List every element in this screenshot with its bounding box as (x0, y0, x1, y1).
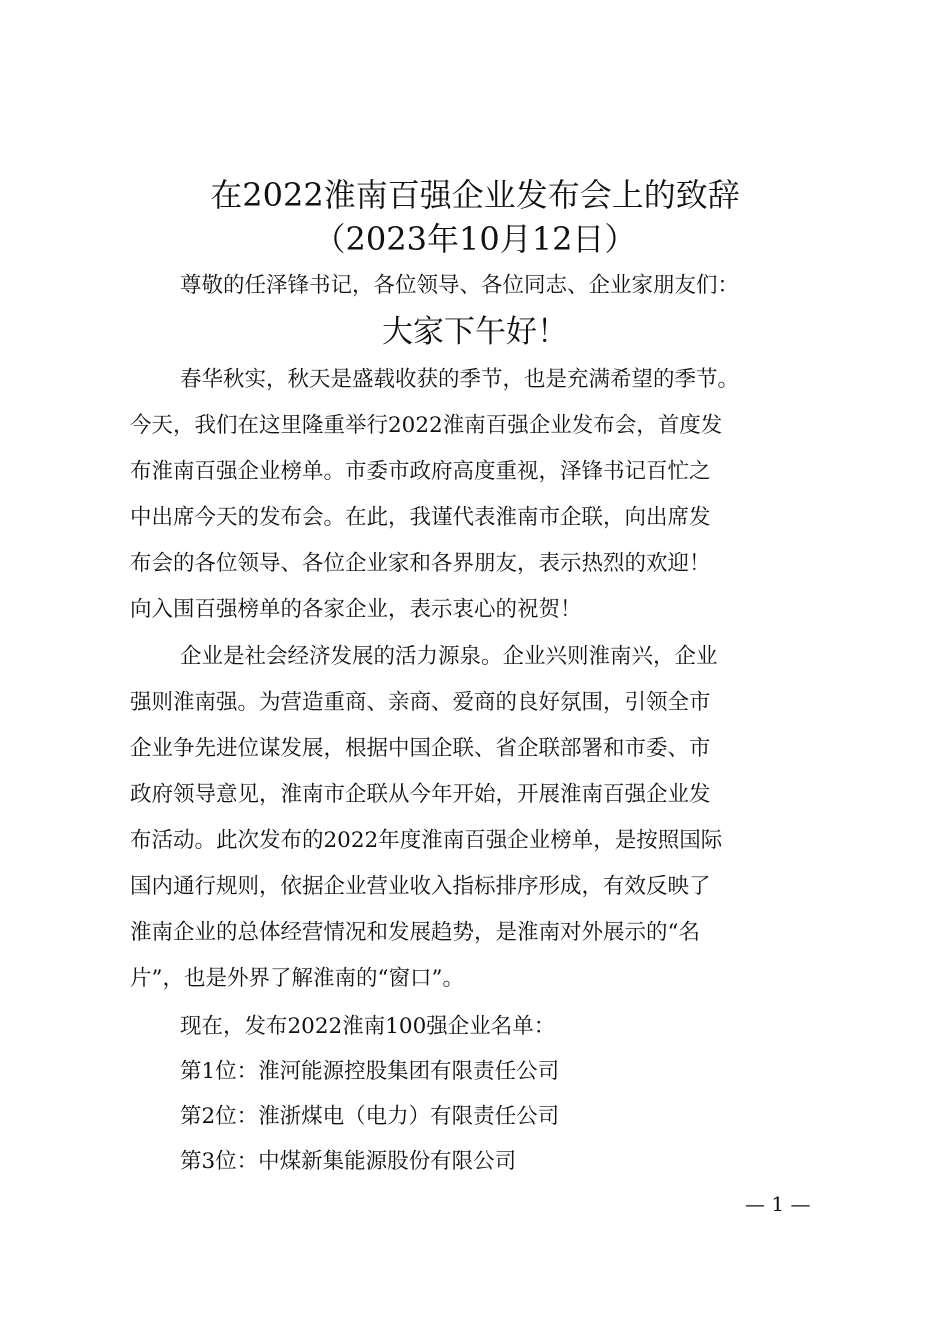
paragraph-1-line: 今天，我们在这里隆重举行2022淮南百强企业发布会，首度发 (130, 413, 723, 438)
paragraph-2-line: 淮南企业的总体经营情况和发展趋势，是淮南对外展示的“名 (130, 920, 700, 945)
paragraph-2-line: 布活动。此次发布的2022年度淮南百强企业榜单，是按照国际 (130, 828, 723, 853)
announcement-line: 现在，发布2022淮南100强企业名单： (180, 1014, 556, 1039)
greeting: 大家下午好！ (382, 314, 568, 350)
document-title: 在2022淮南百强企业发布会上的致辞 (210, 176, 740, 214)
document-date: （2023年10月12日） (313, 220, 637, 258)
page-number: — 1 — (745, 1192, 811, 1216)
paragraph-2-line: 片”，也是外界了解淮南的“窗口”。 (130, 966, 464, 991)
ranking-item: 第1位：淮河能源控股集团有限责任公司 (180, 1059, 560, 1084)
paragraph-1-line: 中出席今天的发布会。在此，我谨代表淮南市企联，向出席发 (130, 505, 711, 530)
paragraph-1-line: 向入围百强榜单的各家企业，表示衷心的祝贺！ (130, 597, 582, 622)
paragraph-2-line: 企业争先进位谋发展，根据中国企联、省企联部署和市委、市 (130, 736, 711, 761)
ranking-item: 第3位：中煤新集能源股份有限公司 (180, 1149, 517, 1174)
paragraph-2-line: 强则淮南强。为营造重商、亲商、爱商的良好氛围，引领全市 (130, 690, 711, 715)
paragraph-1-line: 布淮南百强企业榜单。市委市政府高度重视，泽锋书记百忙之 (130, 459, 711, 484)
paragraph-2-line: 国内通行规则，依据企业营业收入指标排序形成，有效反映了 (130, 874, 711, 899)
paragraph-2-line: 政府领导意见，淮南市企联从今年开始，开展淮南百强企业发 (130, 782, 711, 807)
salutation: 尊敬的任泽锋书记，各位领导、各位同志、企业家朋友们： (180, 273, 740, 298)
paragraph-1-line: 布会的各位领导、各位企业家和各界朋友，表示热烈的欢迎！ (130, 551, 711, 576)
ranking-item: 第2位：淮浙煤电（电力）有限责任公司 (180, 1104, 560, 1129)
paragraph-1-line: 春华秋实，秋天是盛载收获的季节，也是充满希望的季节。 (180, 367, 740, 392)
paragraph-2-line: 企业是社会经济发展的活力源泉。企业兴则淮南兴，企业 (180, 644, 718, 669)
